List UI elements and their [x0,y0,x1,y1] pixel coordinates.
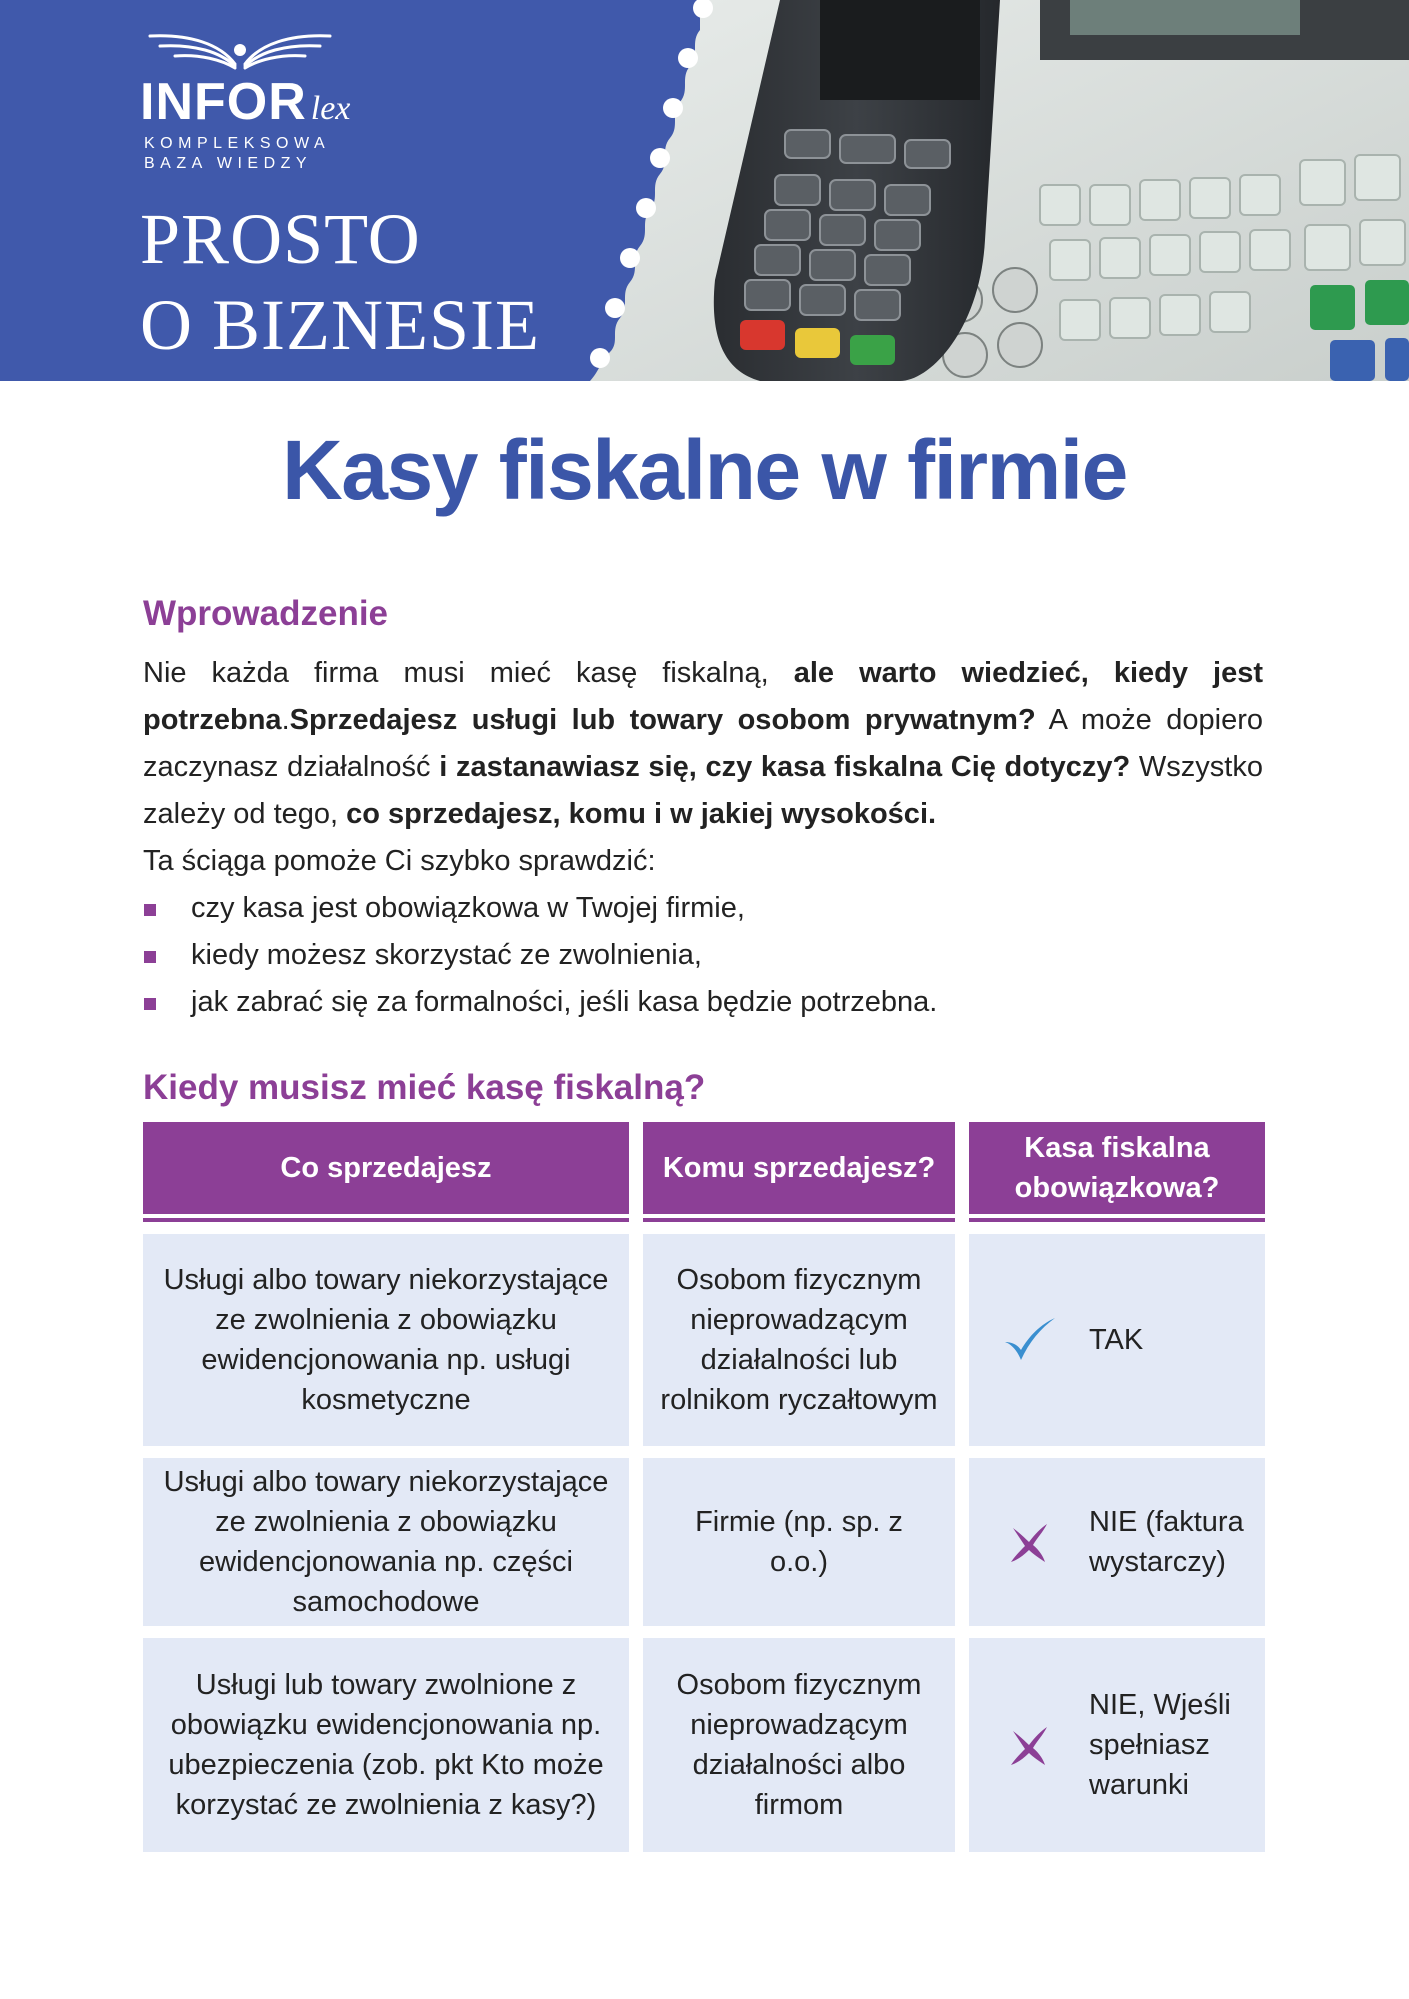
bullet-square-icon [144,998,156,1010]
table-heading: Kiedy musisz mieć kasę fiskalną? [143,1068,706,1107]
intro-heading: Wprowadzenie [143,594,389,633]
infor-lex-logo [140,26,400,176]
cross-icon [999,1715,1059,1775]
column-header-required: Kasa fiskalna obowiązkowa? [969,1122,1265,1218]
series-title-line-1: PROSTO [140,199,421,279]
table-row-2-whom: Firmie (np. sp. z o.o.) [643,1458,955,1626]
intro-text-1: Nie każda firma musi mieć kasę fiskalną, [143,657,794,689]
logo-tagline [144,134,330,174]
list-item-text: kiedy możesz skorzystać ze zwolnienia, [191,939,702,971]
page-title: Kasy fiskalne w firmie [282,423,1127,517]
list-item [143,979,937,1026]
logo-tagline-line-2: BAZA WIEDZY [144,155,313,172]
intro-bold-3: i zastanawiasz się, czy kasa fiskalna Cię dotyczy? [439,751,1131,783]
answer-text: NIE, Wjeśli spełniasz warunki [1089,1689,1231,1801]
table-row-3-whom: Osobom fizycznym nieprowadzącym działalności albo firmom [643,1638,955,1852]
answer-text: NIE (faktura wystarczy) [1089,1506,1244,1578]
intro-paragraph [143,650,1263,838]
list-item [143,885,937,932]
table-row-1-what: Usługi albo towary niekorzystające ze zwolnienia z obowiązku ewidencjonowania np. usługi kosmetyczne [143,1234,629,1446]
cross-icon [999,1512,1059,1572]
header-banner [0,0,1409,381]
column-header-whom: Komu sprzedajesz? [643,1122,955,1218]
series-title-line-2: O BIZNESIE [140,285,540,365]
column-header-what: Co sprzedajesz [143,1122,629,1218]
logo-name: INFOR [140,73,307,131]
intro-bullet-list [143,885,937,1026]
logo-suffix: lex [310,90,351,127]
intro-bold-2: Sprzedajesz usługi lub towary osobom prywatnym? [289,704,1036,736]
list-item-text: czy kasa jest obowiązkowa w Twojej firmie, [191,892,745,924]
series-title [140,196,540,368]
table-row-1-answer [969,1234,1265,1446]
table-row-2-answer [969,1458,1265,1626]
intro-bold-1: ale warto wiedzieć, kiedy jest potrzebna [143,657,1264,736]
table-row-1-whom: Osobom fizycznym nieprowadzącym działalności lub rolnikom ryczałtowym [643,1234,955,1446]
book-wings-icon [140,26,340,74]
intro-text-4: Wszystko zależy od tego, [143,751,1263,830]
intro-text-2: . [281,704,290,736]
intro-text-3: A może dopiero zaczynasz działalność [143,704,1263,783]
table-row-3-answer [969,1638,1265,1852]
intro-checklist-lead: Ta ściąga pomoże Ci szybko sprawdzić: [143,845,656,877]
bullet-square-icon [144,951,156,963]
list-item [143,932,937,979]
table-row-2-what: Usługi albo towary niekorzystające ze zwolnienia z obowiązku ewidencjonowania np. części samochodowe [143,1458,629,1626]
table-row-3-what: Usługi lub towary zwolnione z obowiązku ewidencjonowania np. ubezpieczenia (zob. pkt Kto może korzystać ze zwolnienia z kasy?) [143,1638,629,1852]
answer-text: TAK [1089,1324,1144,1356]
bullet-square-icon [144,904,156,916]
check-icon [999,1310,1059,1370]
logo-tagline-line-1: KOMPLEKSOWA [144,135,331,152]
list-item-text: jak zabrać się za formalności, jeśli kasa będzie potrzebna. [191,986,938,1018]
intro-bold-4: co sprzedajesz, komu i w jakiej wysokości. [346,798,937,830]
